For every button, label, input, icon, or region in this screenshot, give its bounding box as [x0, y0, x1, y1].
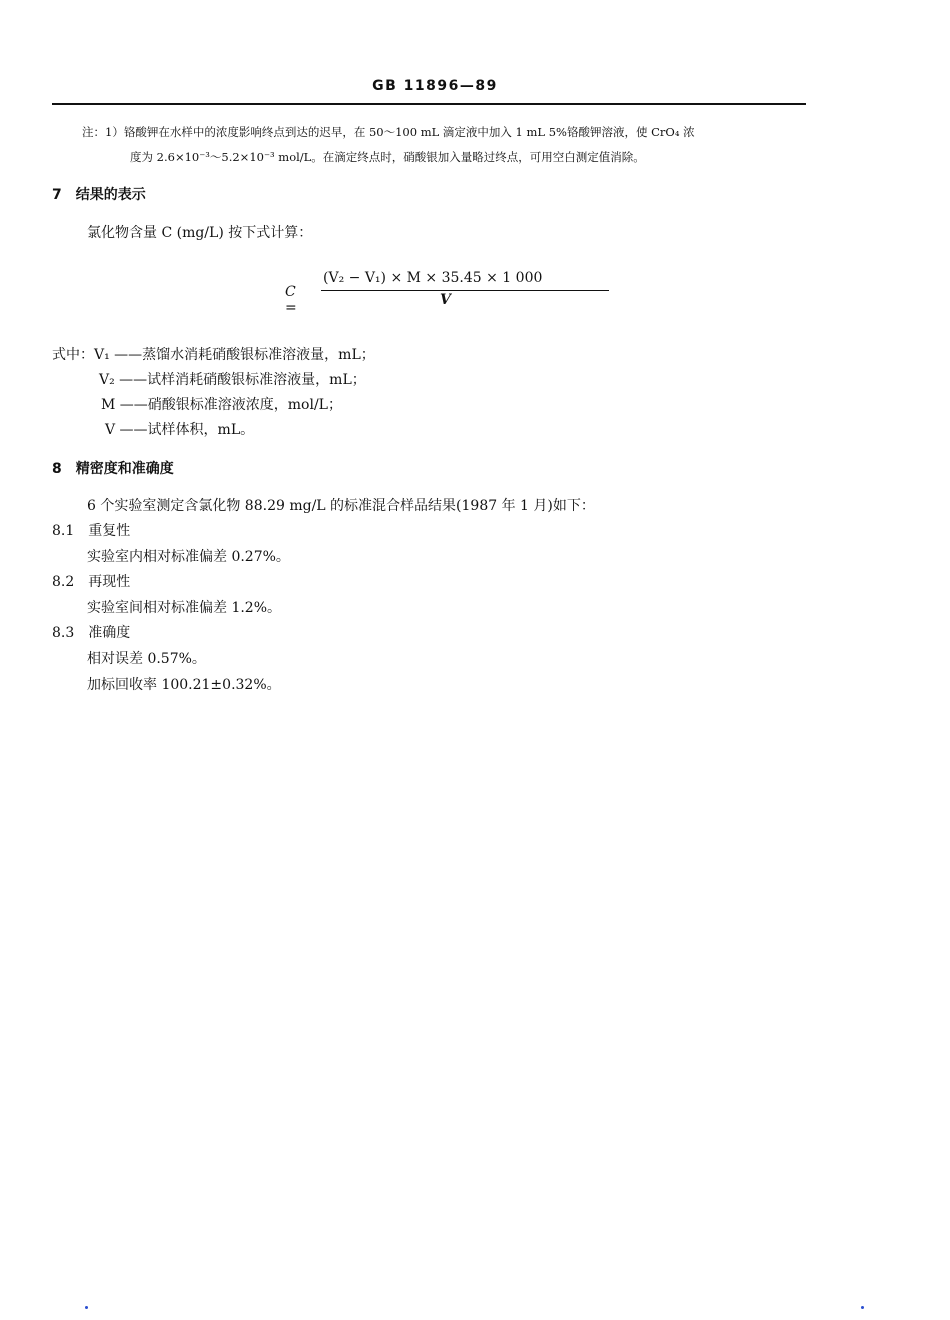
section-8-1-title: 8.1 重复性 [52, 523, 131, 539]
where-line-2: V₂ ——试样消耗硝酸银标准溶液量，mL； [99, 372, 366, 388]
where-line-4: V ——试样体积，mL。 [105, 422, 255, 438]
document-code-header: GB 11896—89 [372, 78, 498, 94]
section-8-3-text-2: 加标回收率 100.21±0.32%。 [87, 677, 281, 693]
where-line-3: M ——硝酸银标准溶液浓度，mol/L； [101, 397, 342, 413]
section-8-3-text-1: 相对误差 0.57%。 [87, 651, 206, 667]
where-line-1: 式中：V₁ ——蒸馏水消耗硝酸银标准溶液量，mL； [52, 347, 375, 363]
scan-mark-right [861, 1306, 864, 1309]
section-7-intro: 氯化物含量 C (mg/L) 按下式计算： [87, 225, 313, 241]
section-8-3-title: 8.3 准确度 [52, 625, 131, 641]
header-rule [52, 103, 806, 105]
section-8-intro: 6 个实验室测定含氯化物 88.29 mg/L 的标准混合样品结果(1987 年 1 月)如下： [87, 498, 595, 514]
section-7-heading: 7 结果的表示 [52, 187, 146, 203]
section-8-2-title: 8.2 再现性 [52, 574, 131, 590]
section-8-1-text: 实验室内相对标准偏差 0.27%。 [87, 549, 290, 565]
section-8-heading: 8 精密度和准确度 [52, 461, 174, 477]
note-line-2: 度为 2.6×10⁻³～5.2×10⁻³ mol/L。在滴定终点时，硝酸银加入量略过终点，可用空白测定值消除。 [130, 150, 645, 164]
formula-lhs: C = [285, 284, 297, 316]
fraction-bar [321, 290, 609, 291]
note-line-1: 注：1）铬酸钾在水样中的浓度影响终点到达的迟早，在 50～100 mL 滴定液中加入 1 mL 5%铬酸钾溶液，使 CrO₄ 浓 [82, 125, 695, 139]
scan-mark-left [85, 1306, 88, 1309]
section-8-2-text: 实验室间相对标准偏差 1.2%。 [87, 600, 282, 616]
formula-numerator: (V₂ − V₁) × M × 35.45 × 1 000 [323, 270, 543, 286]
formula-denominator: V [440, 292, 451, 308]
